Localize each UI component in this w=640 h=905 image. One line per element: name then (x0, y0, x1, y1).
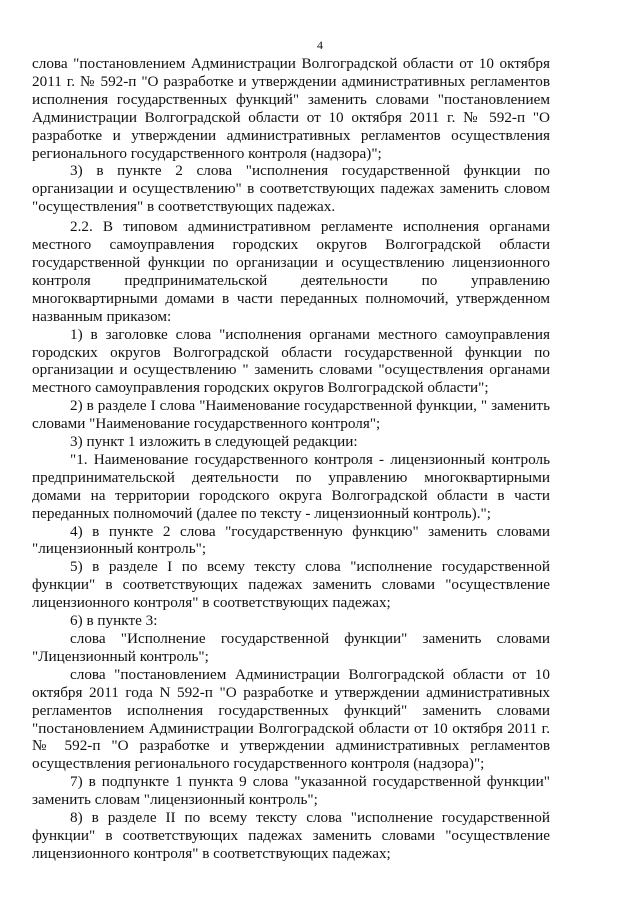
paragraph: 7) в подпункте 1 пункта 9 слова "указанной государственной функции" заменить словам "лицензионный контроль"; (32, 773, 550, 809)
paragraph: слова "постановлением Администрации Волгоградской области от 10 октября 2011 г. № 592-п "О разработке и утверждении административных регламентов исполнения государственных функций" заменить словами "постановлением Администрации Волгоградской области от 10 октября 2011 г. № 592-п "О разработке и утверждении административных регламентов осуществления регионального государственного контроля (надзора)"; (32, 55, 550, 162)
paragraph: 3) пункт 1 изложить в следующей редакции: (70, 433, 358, 451)
paragraph: "1. Наименование государственного контроля - лицензионный контроль предпринимательской деятельности по управлению многоквартирными домами на территории городского округа Волгоградской области в части переданных полномочий (далее по тексту - лицензионный контроль)."; (32, 450, 550, 522)
paragraph: 8) в разделе II по всему тексту слова "исполнение государственной функции" в соответствующих падежах заменить словами "осуществление лицензионного контроля" в соответствующих падежах; (32, 809, 550, 862)
paragraph: 2) в разделе I слова "Наименование государственной функции, " заменить словами "Наименование государственного контроля"; (32, 397, 550, 433)
paragraph: 1) в заголовке слова "исполнения органами местного самоуправления городских округов Волгоградской области государственной функции по организации и осуществлению " заменить словами "осуществления органами местного самоуправления городских округов Волгоградской области"; (32, 325, 550, 397)
paragraph: 6) в пункте 3: (70, 612, 158, 630)
paragraph: 3) в пункте 2 слова "исполнения государственной функции по организации и осуществлению" в соответствующих падежах заменить словом "осуществления" в соответствующих падежах. (32, 162, 550, 216)
paragraph: 5) в разделе I по всему тексту слова "исполнение государственной функции" в соответствующих падежах заменить словами "осуществление лицензионного контроля" в соответствующих падежах; (32, 558, 550, 612)
paragraph: 4) в пункте 2 слова "государственную функцию" заменить словами "лицензионный контроль"; (32, 522, 550, 558)
paragraph: 2.2. В типовом административном регламенте исполнения органами местного самоуправления городских округов Волгоградской области государственной функции по организации и осуществлению лицензионного контроля предпринимательской деятельности по управлению многоквартирными домами в части переданных полномочий, утвержденном названным приказом: (32, 218, 550, 325)
page-number: 4 (317, 38, 323, 52)
document-body (32, 55, 550, 863)
paragraph: слова "Исполнение государственной функции" заменить словами "Лицензионный контроль"; (32, 630, 550, 665)
paragraph: слова "постановлением Администрации Волгоградской области от 10 октября 2011 года N 592-п "О разработке и утверждении административных регламентов исполнения государственных функций" заменить словами "постановлением Администрации Волгоградской области от 10 октября 2011 г. № 592-п "О разработке и утверждении административных регламентов осуществления регионального государственного контроля (надзора)"; (32, 665, 550, 773)
